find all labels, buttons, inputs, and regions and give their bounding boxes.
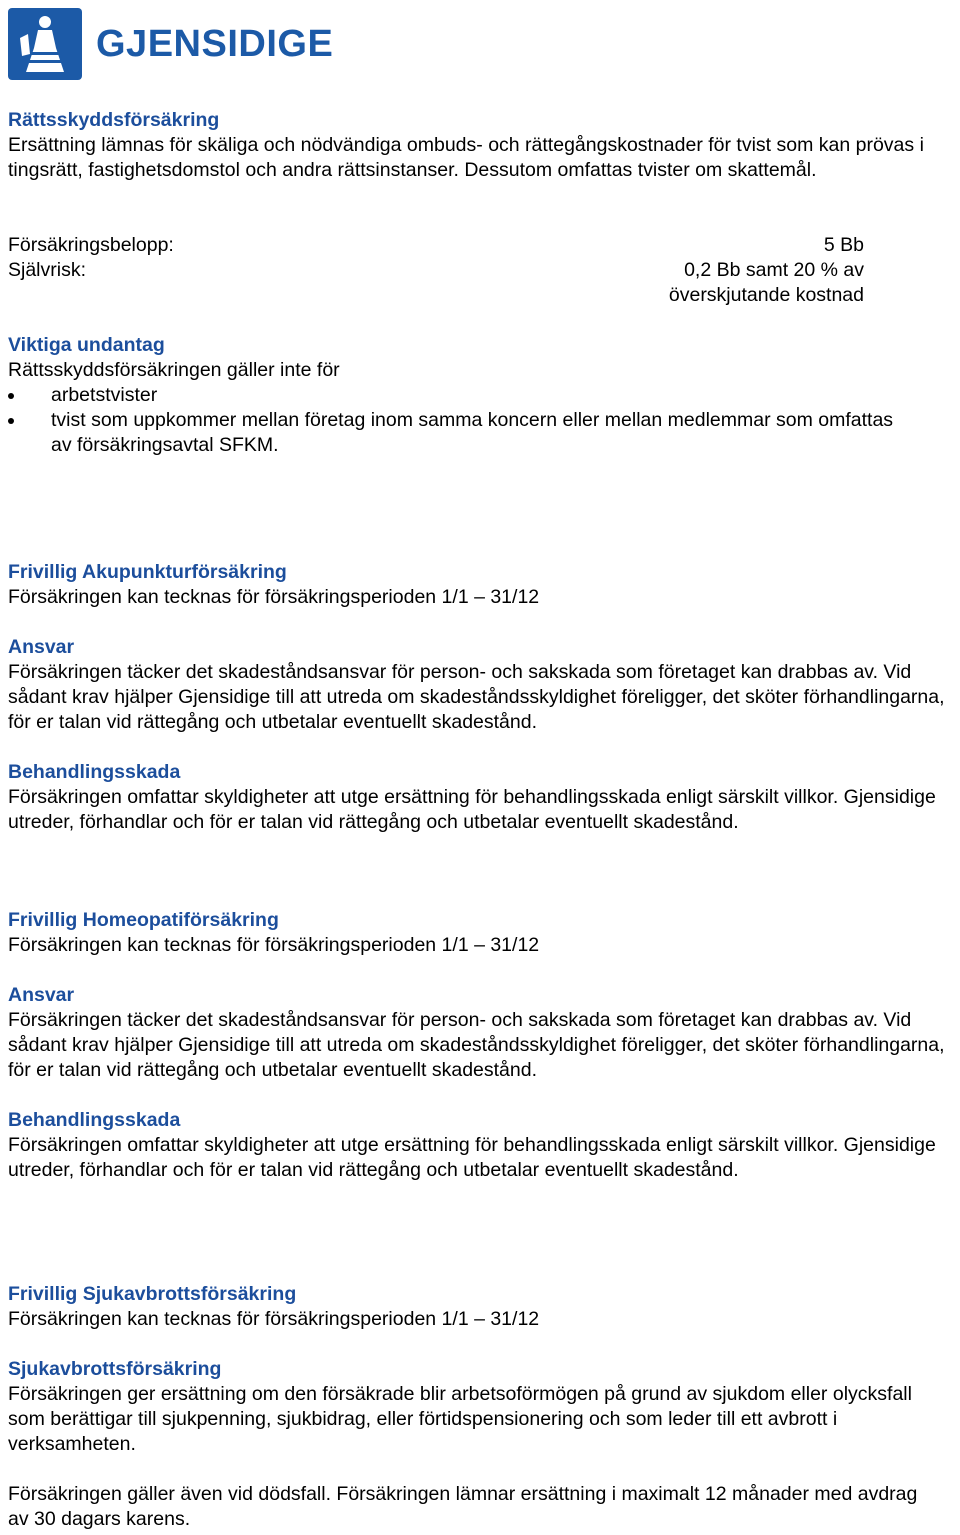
section-akupunktur (8, 560, 958, 835)
deductible-row (8, 258, 864, 283)
ansvar-title: Ansvar (8, 984, 75, 1006)
sjukavbrott-body: Försäkringen ger ersättning om den försäkrade blir arbetsoförmögen på grund av sjukdom eller olycksfall som berättigar till sjukpenning, sjukbidrag, eller förtidspensionering och som leder till ett avbrott i verksamheten. (8, 1383, 912, 1455)
section-homeopati (8, 908, 958, 1183)
behandlingsskada-body: Försäkringen omfattar skyldigheter att utge ersättning för behandlingsskada enligt särskilt villkor. Gjensidige utreder, förhandlar och för er talan vid rättegång och utbetalar eventuellt skadestånd. (8, 1134, 936, 1181)
exceptions-intro: Rättsskyddsförsäkringen gäller inte för (8, 359, 340, 381)
brand-wordmark: GJENSIDIGE (96, 23, 334, 65)
behandlingsskada-body: Försäkringen omfattar skyldigheter att utge ersättning för behandlingsskada enligt särskilt villkor. Gjensidige utreder, förhandlar och för er talan vid rättegång och utbetalar eventuellt skadestånd. (8, 786, 936, 833)
list-item: arbetstvister (8, 383, 908, 408)
section-period: Försäkringen kan tecknas för försäkringsperioden 1/1 – 31/12 (8, 934, 540, 956)
section-title: Rättsskyddsförsäkring (8, 109, 220, 131)
ansvar-body: Försäkringen täcker det skadeståndsansvar för person- och sakskada som företaget kan drabbas av. Vid sådant krav hjälper Gjensidige till att utreda om skadeståndsskyldighet föreligger, det sköter förhandlingarna, för er talan vid rättegång och utbetalar eventuellt skadestånd. (8, 1009, 945, 1081)
ansvar-body: Försäkringen täcker det skadeståndsansvar för person- och sakskada som företaget kan drabbas av. Vid sådant krav hjälper Gjensidige till att utreda om skadeståndsskyldighet föreligger, det sköter förhandlingarna, för er talan vid rättegång och utbetalar eventuellt skadestånd. (8, 661, 945, 733)
behandlingsskada-title: Behandlingsskada (8, 1109, 181, 1131)
section-body: Ersättning lämnas för skäliga och nödvändiga ombuds- och rättegångskostnader för tvist som kan prövas i tingsrätt, fastighetsdomstol och andra rättsinstanser. Dessutom omfattas tvister om skattemål. (8, 134, 924, 181)
section-period: Försäkringen kan tecknas för försäkringsperioden 1/1 – 31/12 (8, 1308, 540, 1330)
deductible-label: Självrisk: (8, 259, 87, 281)
amount-value: 5 Bb (823, 234, 864, 256)
section-title: Frivillig Homeopatiförsäkring (8, 909, 279, 931)
section-title: Frivillig Akupunkturförsäkring (8, 561, 287, 583)
deductible-value: 0,2 Bb samt 20 % av (684, 259, 864, 281)
gjensidige-logo (8, 8, 334, 80)
amount-label: Försäkringsbelopp: (8, 234, 174, 256)
behandlingsskada-title: Behandlingsskada (8, 761, 181, 783)
exceptions-block (8, 333, 908, 458)
list-item: tvist som uppkommer mellan företag inom samma koncern eller mellan medlemmar som omfattas av försäkringsavtal SFKM. (8, 408, 908, 458)
bullet-icon (8, 393, 14, 399)
exceptions-title: Viktiga undantag (8, 334, 165, 356)
exceptions-list (8, 383, 908, 458)
death-body: Försäkringen gäller även vid dödsfall. Försäkringen lämnar ersättning i maximalt 12 månader med avdrag av 30 dagars karens. (8, 1483, 918, 1530)
amount-row (8, 233, 864, 258)
bullet-icon (8, 418, 14, 424)
coverage-table (8, 233, 864, 308)
section-sjukavbrott (8, 1282, 943, 1532)
deductible-value-cont: överskjutande kostnad (668, 284, 864, 306)
gjensidige-emblem-icon (8, 8, 82, 80)
sjukavbrott-title: Sjukavbrottsförsäkring (8, 1358, 222, 1380)
section-rattsskydd (8, 108, 958, 183)
section-title: Frivillig Sjukavbrottsförsäkring (8, 1283, 297, 1305)
ansvar-title: Ansvar (8, 636, 75, 658)
section-period: Försäkringen kan tecknas för försäkringsperioden 1/1 – 31/12 (8, 586, 540, 608)
deductible-row-cont (8, 283, 864, 308)
